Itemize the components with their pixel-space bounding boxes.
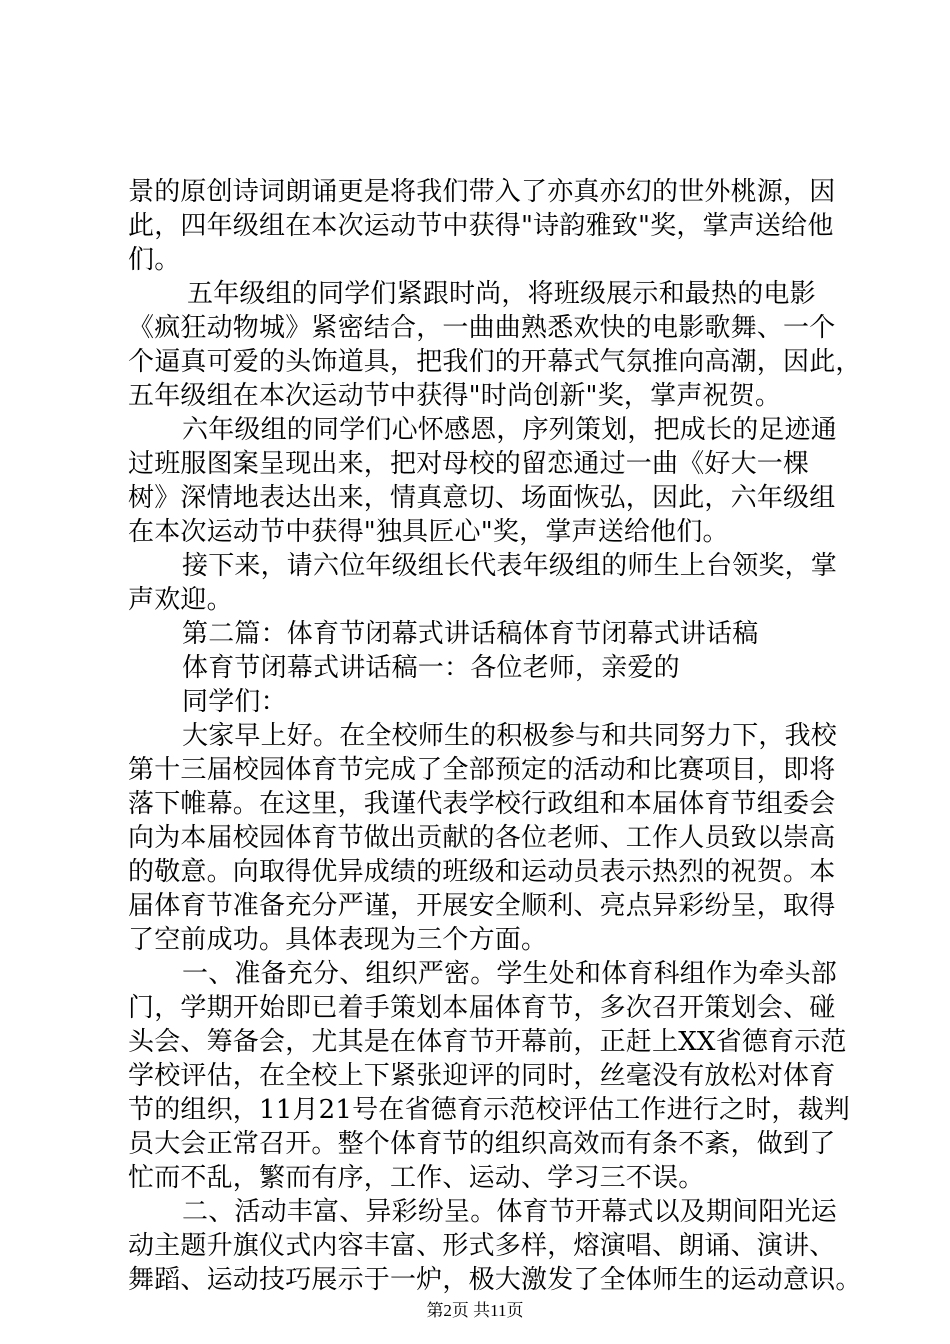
text-line: 门，学期开始即已着手策划本届体育节，多次召开策划会、碰 xyxy=(128,993,836,1023)
text-line: 落下帷幕。在这里，我谨代表学校行政组和本届体育节组委会 xyxy=(128,789,836,819)
speech-title: 体育节闭幕式讲话稿一：各位老师，亲爱的 xyxy=(182,653,680,683)
text-line: 忙而不乱，繁而有序，工作、运动、学习三不误。 xyxy=(128,1163,705,1193)
paragraph-first-line: 五年级组的同学们紧跟时尚，将班级展示和最热的电影 xyxy=(187,279,816,309)
text-line: 员大会正常召开。整个体育节的组织高效而有条不紊，做到了 xyxy=(128,1129,836,1159)
text-line: 们。 xyxy=(128,245,181,275)
text-line: 第十三届校园体育节完成了全部预定的活动和比赛项目，即将 xyxy=(128,755,836,785)
text-line: 节的组织，11月21号在省德育示范校评估工作进行之时，裁判 xyxy=(128,1095,850,1125)
text-line: 头会、筹备会，尤其是在体育节开幕前，正赶上XX省德育示范 xyxy=(128,1027,847,1057)
text-line: 的敬意。向取得优异成绩的班级和运动员表示热烈的祝贺。本 xyxy=(128,857,836,887)
section-heading: 第二篇：体育节闭幕式讲话稿体育节闭幕式讲话稿 xyxy=(182,619,759,649)
salutation: 同学们： xyxy=(182,687,287,717)
text-line: 动主题升旗仪式内容丰富、形式多样，熔演唱、朗诵、演讲、 xyxy=(128,1231,836,1261)
paragraph-first-line: 六年级组的同学们心怀感恩，序列策划，把成长的足迹通 xyxy=(182,415,838,445)
text-line: 舞蹈、运动技巧展示于一炉，极大激发了全体师生的运动意识。 xyxy=(128,1265,862,1295)
text-line: 五年级组在本次运动节中获得"时尚创新"奖，掌声祝贺。 xyxy=(128,381,782,411)
text-line: 在本次运动节中获得"独具匠心"奖，掌声送给他们。 xyxy=(128,517,729,547)
text-line: 景的原创诗词朗诵更是将我们带入了亦真亦幻的世外桃源，因 xyxy=(128,177,836,207)
text-line: 《疯狂动物城》紧密结合，一曲曲熟悉欢快的电影歌舞、一个 xyxy=(128,313,836,343)
text-line: 声欢迎。 xyxy=(128,585,233,615)
text-line: 过班服图案呈现出来，把对母校的留恋通过一曲《好大一棵 xyxy=(128,449,810,479)
paragraph-first-line: 一、准备充分、组织严密。学生处和体育科组作为牵头部 xyxy=(182,959,838,989)
text-line: 向为本届校园体育节做出贡献的各位老师、工作人员致以崇高 xyxy=(128,823,836,853)
text-line: 届体育节准备充分严谨，开展安全顺利、亮点异彩纷呈，取得 xyxy=(128,891,836,921)
text-line: 树》深情地表达出来，情真意切、场面恢弘，因此，六年级组 xyxy=(128,483,836,513)
text-line: 个逼真可爱的头饰道具，把我们的开幕式气氛推向高潮，因此， xyxy=(128,347,862,377)
text-line: 学校评估，在全校上下紧张迎评的同时，丝毫没有放松对体育 xyxy=(128,1061,836,1091)
paragraph-first-line: 大家早上好。在全校师生的积极参与和共同努力下，我校 xyxy=(182,721,838,751)
paragraph-first-line: 二、活动丰富、异彩纷呈。体育节开幕式以及期间阳光运 xyxy=(182,1197,838,1227)
page-footer: 第2页 共11页 xyxy=(426,1301,524,1320)
text-line: 了空前成功。具体表现为三个方面。 xyxy=(128,925,548,955)
paragraph-first-line: 接下来，请六位年级组长代表年级组的师生上台领奖，掌 xyxy=(182,551,838,581)
text-line: 此，四年级组在本次运动节中获得"诗韵雅致"奖，掌声送给他 xyxy=(128,211,834,241)
